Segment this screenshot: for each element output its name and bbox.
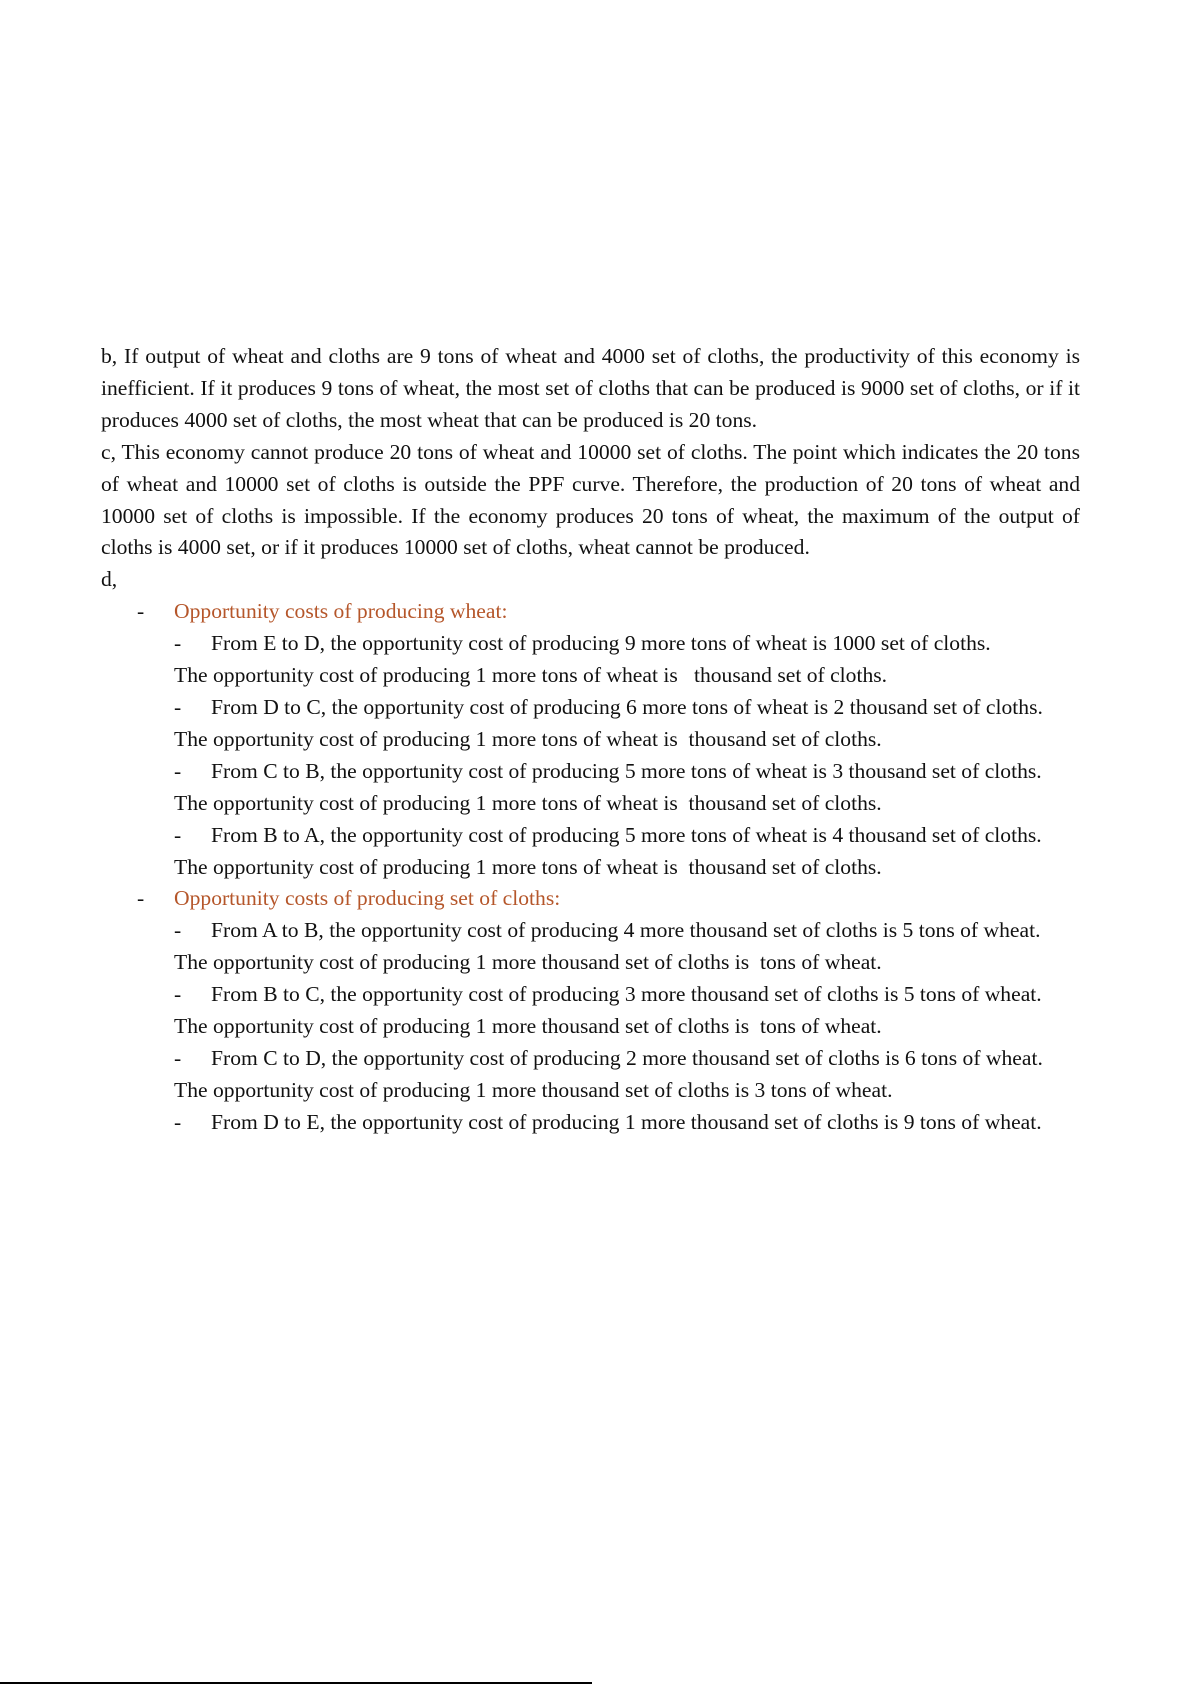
list-item-text: From A to B, the opportunity cost of producing 4 more thousand set of cloths is 5 tons of wheat. [211, 918, 1041, 943]
footnote-separator-line [0, 1682, 592, 1684]
bullet-dash: - [174, 631, 182, 656]
section-heading-text: Opportunity costs of producing set of cloths: [174, 886, 561, 911]
list-item-text: From C to D, the opportunity cost of producing 2 more thousand set of cloths is 6 tons of wheat. [211, 1045, 1043, 1070]
bullet-dash: - [137, 886, 145, 911]
paragraph-d-label: d, [101, 567, 118, 592]
per-unit-note: The opportunity cost of producing 1 more thousand set of cloths is 3 tons of wheat. [174, 1077, 893, 1102]
list-item-text: From B to C, the opportunity cost of producing 3 more thousand set of cloths is 5 tons of wheat. [211, 982, 1042, 1007]
list-item-text: From E to D, the opportunity cost of producing 9 more tons of wheat is 1000 set of cloths. [211, 631, 991, 656]
bullet-dash: - [174, 1109, 182, 1134]
list-item-text: From C to B, the opportunity cost of producing 5 more tons of wheat is 3 thousand set of cloths. [211, 758, 1042, 783]
list-item [101, 1043, 1080, 1075]
list-item-text: From D to C, the opportunity cost of producing 6 more tons of wheat is 2 thousand set of cloths. [211, 694, 1043, 719]
paragraph-b: b, If output of wheat and cloths are 9 tons of wheat and 4000 set of cloths, the productivity of this economy is inefficient. If it produces 9 tons of wheat, the most set of cloths that can be produced is 9000 set of cloths, or if it produces 4000 set of cloths, the most wheat that can be produced is 20 tons. [101, 344, 1080, 432]
list-item [101, 820, 1080, 852]
per-unit-note: The opportunity cost of producing 1 more tons of wheat is thousand set of cloths. [174, 726, 882, 751]
list-item [101, 915, 1080, 947]
bullet-dash: - [174, 918, 182, 943]
list-item [101, 756, 1080, 788]
list-item-text: From B to A, the opportunity cost of producing 5 more tons of wheat is 4 thousand set of cloths. [211, 822, 1042, 847]
list-item [101, 628, 1080, 660]
per-unit-note: The opportunity cost of producing 1 more tons of wheat is thousand set of cloths. [174, 790, 882, 815]
section-heading-text: Opportunity costs of producing wheat: [174, 599, 508, 624]
section-heading [101, 883, 1080, 915]
bullet-dash: - [137, 599, 145, 624]
bullet-dash: - [174, 822, 182, 847]
list-item [101, 1107, 1080, 1139]
opportunity-cost-sections [101, 596, 1080, 1138]
per-unit-note: The opportunity cost of producing 1 more thousand set of cloths is tons of wheat. [174, 1014, 882, 1039]
paragraph-c: c, This economy cannot produce 20 tons of wheat and 10000 set of cloths. The point which indicates the 20 tons of wheat and 10000 set of cloths is outside the PPF curve. Therefore, the production of 20 tons of wheat and 10000 set of cloths is impossible. If the economy produces 20 tons of wheat, the maximum of the output of cloths is 4000 set, or if it produces 10000 set of cloths, wheat cannot be produced. [101, 439, 1080, 560]
bullet-dash: - [174, 758, 182, 783]
bullet-dash: - [174, 1045, 182, 1070]
list-item [101, 692, 1080, 724]
bullet-dash: - [174, 694, 182, 719]
per-unit-note: The opportunity cost of producing 1 more tons of wheat is thousand set of cloths. [174, 854, 882, 879]
bullet-dash: - [174, 982, 182, 1007]
list-item-text: From D to E, the opportunity cost of producing 1 more thousand set of cloths is 9 tons of wheat. [211, 1109, 1042, 1134]
section-heading [101, 596, 1080, 628]
document-body [101, 341, 1080, 1139]
list-item [101, 979, 1080, 1011]
per-unit-note: The opportunity cost of producing 1 more tons of wheat is thousand set of cloths. [174, 663, 888, 688]
per-unit-note: The opportunity cost of producing 1 more thousand set of cloths is tons of wheat. [174, 950, 882, 975]
